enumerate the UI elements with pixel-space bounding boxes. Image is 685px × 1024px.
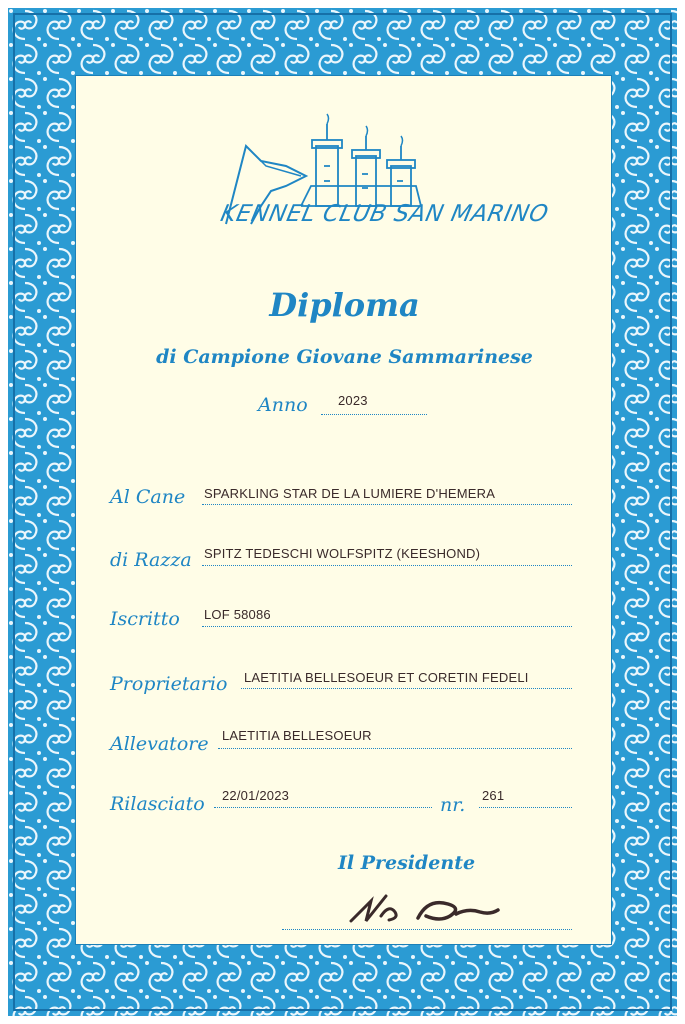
allevatore-value: LAETITIA BELLESOEUR bbox=[222, 728, 372, 743]
razza-value: SPITZ TEDESCHI WOLFSPITZ (KEESHOND) bbox=[204, 546, 481, 561]
iscritto-label: Iscritto bbox=[110, 608, 180, 630]
rilasciato-line bbox=[214, 807, 432, 808]
president-signature bbox=[346, 876, 526, 936]
anno-value: 2023 bbox=[338, 393, 368, 408]
proprietario-value: LAETITIA BELLESOEUR ET CORETIN FEDELI bbox=[244, 670, 529, 685]
presidente-label: Il Presidente bbox=[338, 852, 476, 874]
rilasciato-label: Rilasciato bbox=[110, 793, 205, 815]
proprietario-line bbox=[241, 688, 572, 689]
cane-value: SPARKLING STAR DE LA LUMIERE D'HEMERA bbox=[204, 486, 496, 501]
logo-text: KENNEL CLUB SAN MARINO bbox=[218, 201, 551, 227]
allevatore-label: Allevatore bbox=[110, 733, 209, 755]
allevatore-line bbox=[218, 748, 572, 749]
iscritto-value: LOF 58086 bbox=[204, 607, 271, 622]
iscritto-line bbox=[202, 626, 572, 627]
anno-label: Anno bbox=[258, 394, 308, 416]
cane-line bbox=[202, 504, 572, 505]
nr-line bbox=[479, 807, 572, 808]
rilasciato-value: 22/01/2023 bbox=[222, 788, 290, 803]
anno-line bbox=[321, 414, 427, 415]
diploma-panel bbox=[75, 75, 612, 945]
proprietario-label: Proprietario bbox=[110, 673, 228, 695]
nr-label: nr. bbox=[440, 794, 466, 816]
signature-line bbox=[282, 929, 572, 930]
cane-label: Al Cane bbox=[110, 486, 186, 508]
diploma-title: Diploma bbox=[269, 286, 420, 324]
nr-value: 261 bbox=[482, 788, 505, 803]
diploma-subtitle: di Campione Giovane Sammarinese bbox=[156, 346, 533, 368]
razza-label: di Razza bbox=[110, 549, 192, 571]
razza-line bbox=[202, 565, 572, 566]
